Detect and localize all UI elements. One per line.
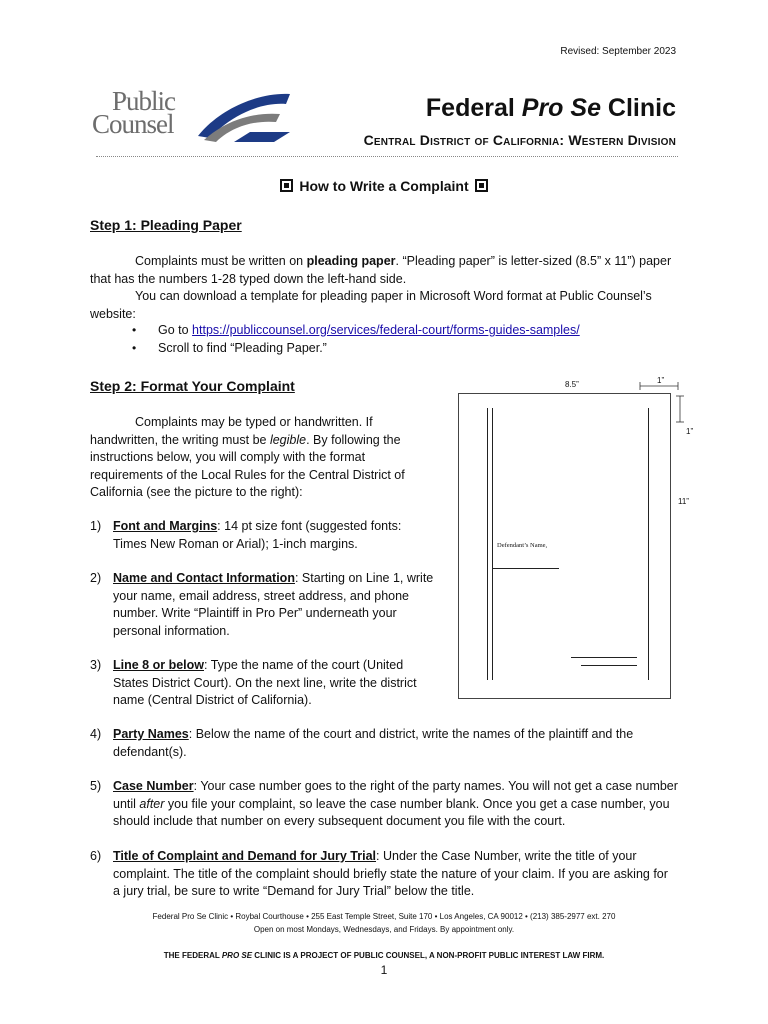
bullet-icon: • (132, 341, 137, 355)
list-item-number: 3) (90, 658, 102, 672)
defendant-name-label: Defendant’s Name, (497, 542, 548, 549)
list-item (90, 657, 440, 710)
step1-bullet1 (158, 323, 580, 337)
footer-project-italic: PRO SE (221, 951, 253, 960)
diagram-margin-right-label: 1” (686, 427, 694, 436)
list-item-number: 5) (90, 779, 102, 793)
page-number: 1 (380, 963, 388, 977)
list-item (90, 848, 678, 902)
step1-p1-bold: pleading paper (306, 254, 396, 268)
left-margin-line (492, 408, 493, 680)
pleading-paper-diagram (458, 393, 671, 699)
division-name: Central District of California: Western Division (363, 132, 676, 148)
diagram-height-label: 11” (678, 497, 689, 506)
list-item-number: 1) (90, 519, 102, 533)
list-item-number: 4) (90, 727, 102, 741)
list-item-label: Line 8 or below (113, 658, 204, 672)
public-counsel-logo (90, 86, 295, 148)
left-margin-line (487, 408, 488, 680)
list-item (90, 778, 678, 832)
footer-hours: Open on most Mondays, Wednesdays, and Fridays. By appointment only. (253, 925, 515, 934)
clinic-title (426, 94, 676, 123)
square-bullet-icon (280, 179, 293, 192)
revision-date: Revised: September 2023 (560, 46, 676, 57)
clinic-title-post: Clinic (600, 94, 676, 122)
list-item-text: : Under the Case Number, write the title of your complaint. The title of the complaint should briefly state the nature of your claim. If you are asking for a jury trial, be sure to write “Demand for Jury Trial” below the title. (113, 849, 668, 898)
list-item (90, 570, 440, 640)
document-title (0, 178, 768, 194)
step2-p1-b: . By following the instructions below, you will comply with the format requirements of the Local Rules for the Central District of California (see the picture to the right): (90, 432, 405, 499)
footer-address: Federal Pro Se Clinic • Roybal Courthouse • 255 East Temple Street, Suite 170 • Los Angeles, CA 90012 • (213) 385-2977 ext. 270 (152, 912, 616, 921)
list-item-text: you file your complaint, so leave the case number blank. Once you get a case number, you should include that number on every subsequent document you file with the court. (113, 796, 670, 828)
step1-bullet2: Scroll to find “Pleading Paper.” (158, 341, 327, 355)
step2-p1-italic: legible (269, 432, 307, 447)
list-item-text: : Starting on Line 1, write your name, email address, street address, and phone number. Write “Plaintiff in Pro Per” underneath your personal information. (113, 571, 434, 638)
case-number-line (581, 665, 637, 666)
header-divider (96, 156, 678, 157)
list-item-text: : Below the name of the court and district, write the names of the plaintiff and the defendant(s). (113, 727, 634, 759)
case-number-line (571, 657, 637, 658)
step2-p1-a: Complaints may be typed or handwritten. If handwritten, the writing must be (90, 415, 373, 447)
document-title-text: How to Write a Complaint (299, 178, 469, 194)
list-item-number: 2) (90, 571, 102, 585)
bullet-icon: • (132, 323, 137, 337)
list-item-italic: after (139, 796, 165, 811)
right-margin-line (648, 408, 649, 680)
list-item-label: Party Names (113, 727, 189, 741)
list-item-label: Name and Contact Information (113, 571, 295, 585)
list-item-text: : 14 pt size font (suggested fonts: Times New Roman or Arial); 1-inch margins. (113, 519, 402, 551)
step1-paragraph2: You can download a template for pleading paper in Microsoft Word format at Public Counsel’s website: (90, 289, 652, 321)
footer-project-post: CLINIC IS A PROJECT OF PUBLIC COUNSEL, A NON-PROFIT PUBLIC INTEREST LAW FIRM. (252, 951, 605, 960)
list-item-text: : Type the name of the court (United States District Court). On the next line, write the district name (Central District of California). (113, 658, 417, 707)
clinic-title-pre: Federal (425, 94, 522, 122)
pleading-paper-link[interactable]: https://publiccounsel.org/services/federal-court/forms-guides-samples/ (192, 323, 580, 337)
footer-project-pre: THE FEDERAL (163, 951, 222, 960)
logo-text-counsel: Counsel (92, 109, 174, 139)
step2-paragraph (90, 414, 424, 502)
step1-paragraph1 (90, 253, 678, 288)
square-bullet-icon (475, 179, 488, 192)
list-item-number: 6) (90, 849, 102, 863)
step1-p1-post: . “Pleading paper” is letter-sized (8.5” x 11”) paper that has the numbers 1-28 typed down the left-hand side. (90, 254, 672, 286)
logo-swoosh-icon (190, 86, 295, 146)
step1-heading: Step 1: Pleading Paper (90, 217, 242, 233)
diagram-width-label: 8.5” (565, 380, 579, 389)
footer-project-statement (0, 951, 768, 960)
diagram-margin-top-label: 1” (657, 376, 665, 385)
list-item (90, 518, 440, 558)
step2-heading: Step 2: Format Your Complaint (90, 378, 295, 394)
list-item-label: Title of Complaint and Demand for Jury Trial (113, 849, 377, 863)
step1-p1-pre: Complaints must be written on (135, 254, 307, 268)
list-item-text: : Your case number goes to the right of the party names. You will not get a case number until (113, 779, 678, 811)
party-line (493, 568, 559, 569)
list-item (90, 726, 678, 762)
list-item-label: Font and Margins (113, 519, 218, 533)
clinic-title-italic: Pro Se (521, 94, 601, 122)
step1-bullet1-pre: Go to (158, 323, 193, 337)
logo-text-public: Public (112, 86, 176, 116)
list-item-label: Case Number (113, 779, 194, 793)
